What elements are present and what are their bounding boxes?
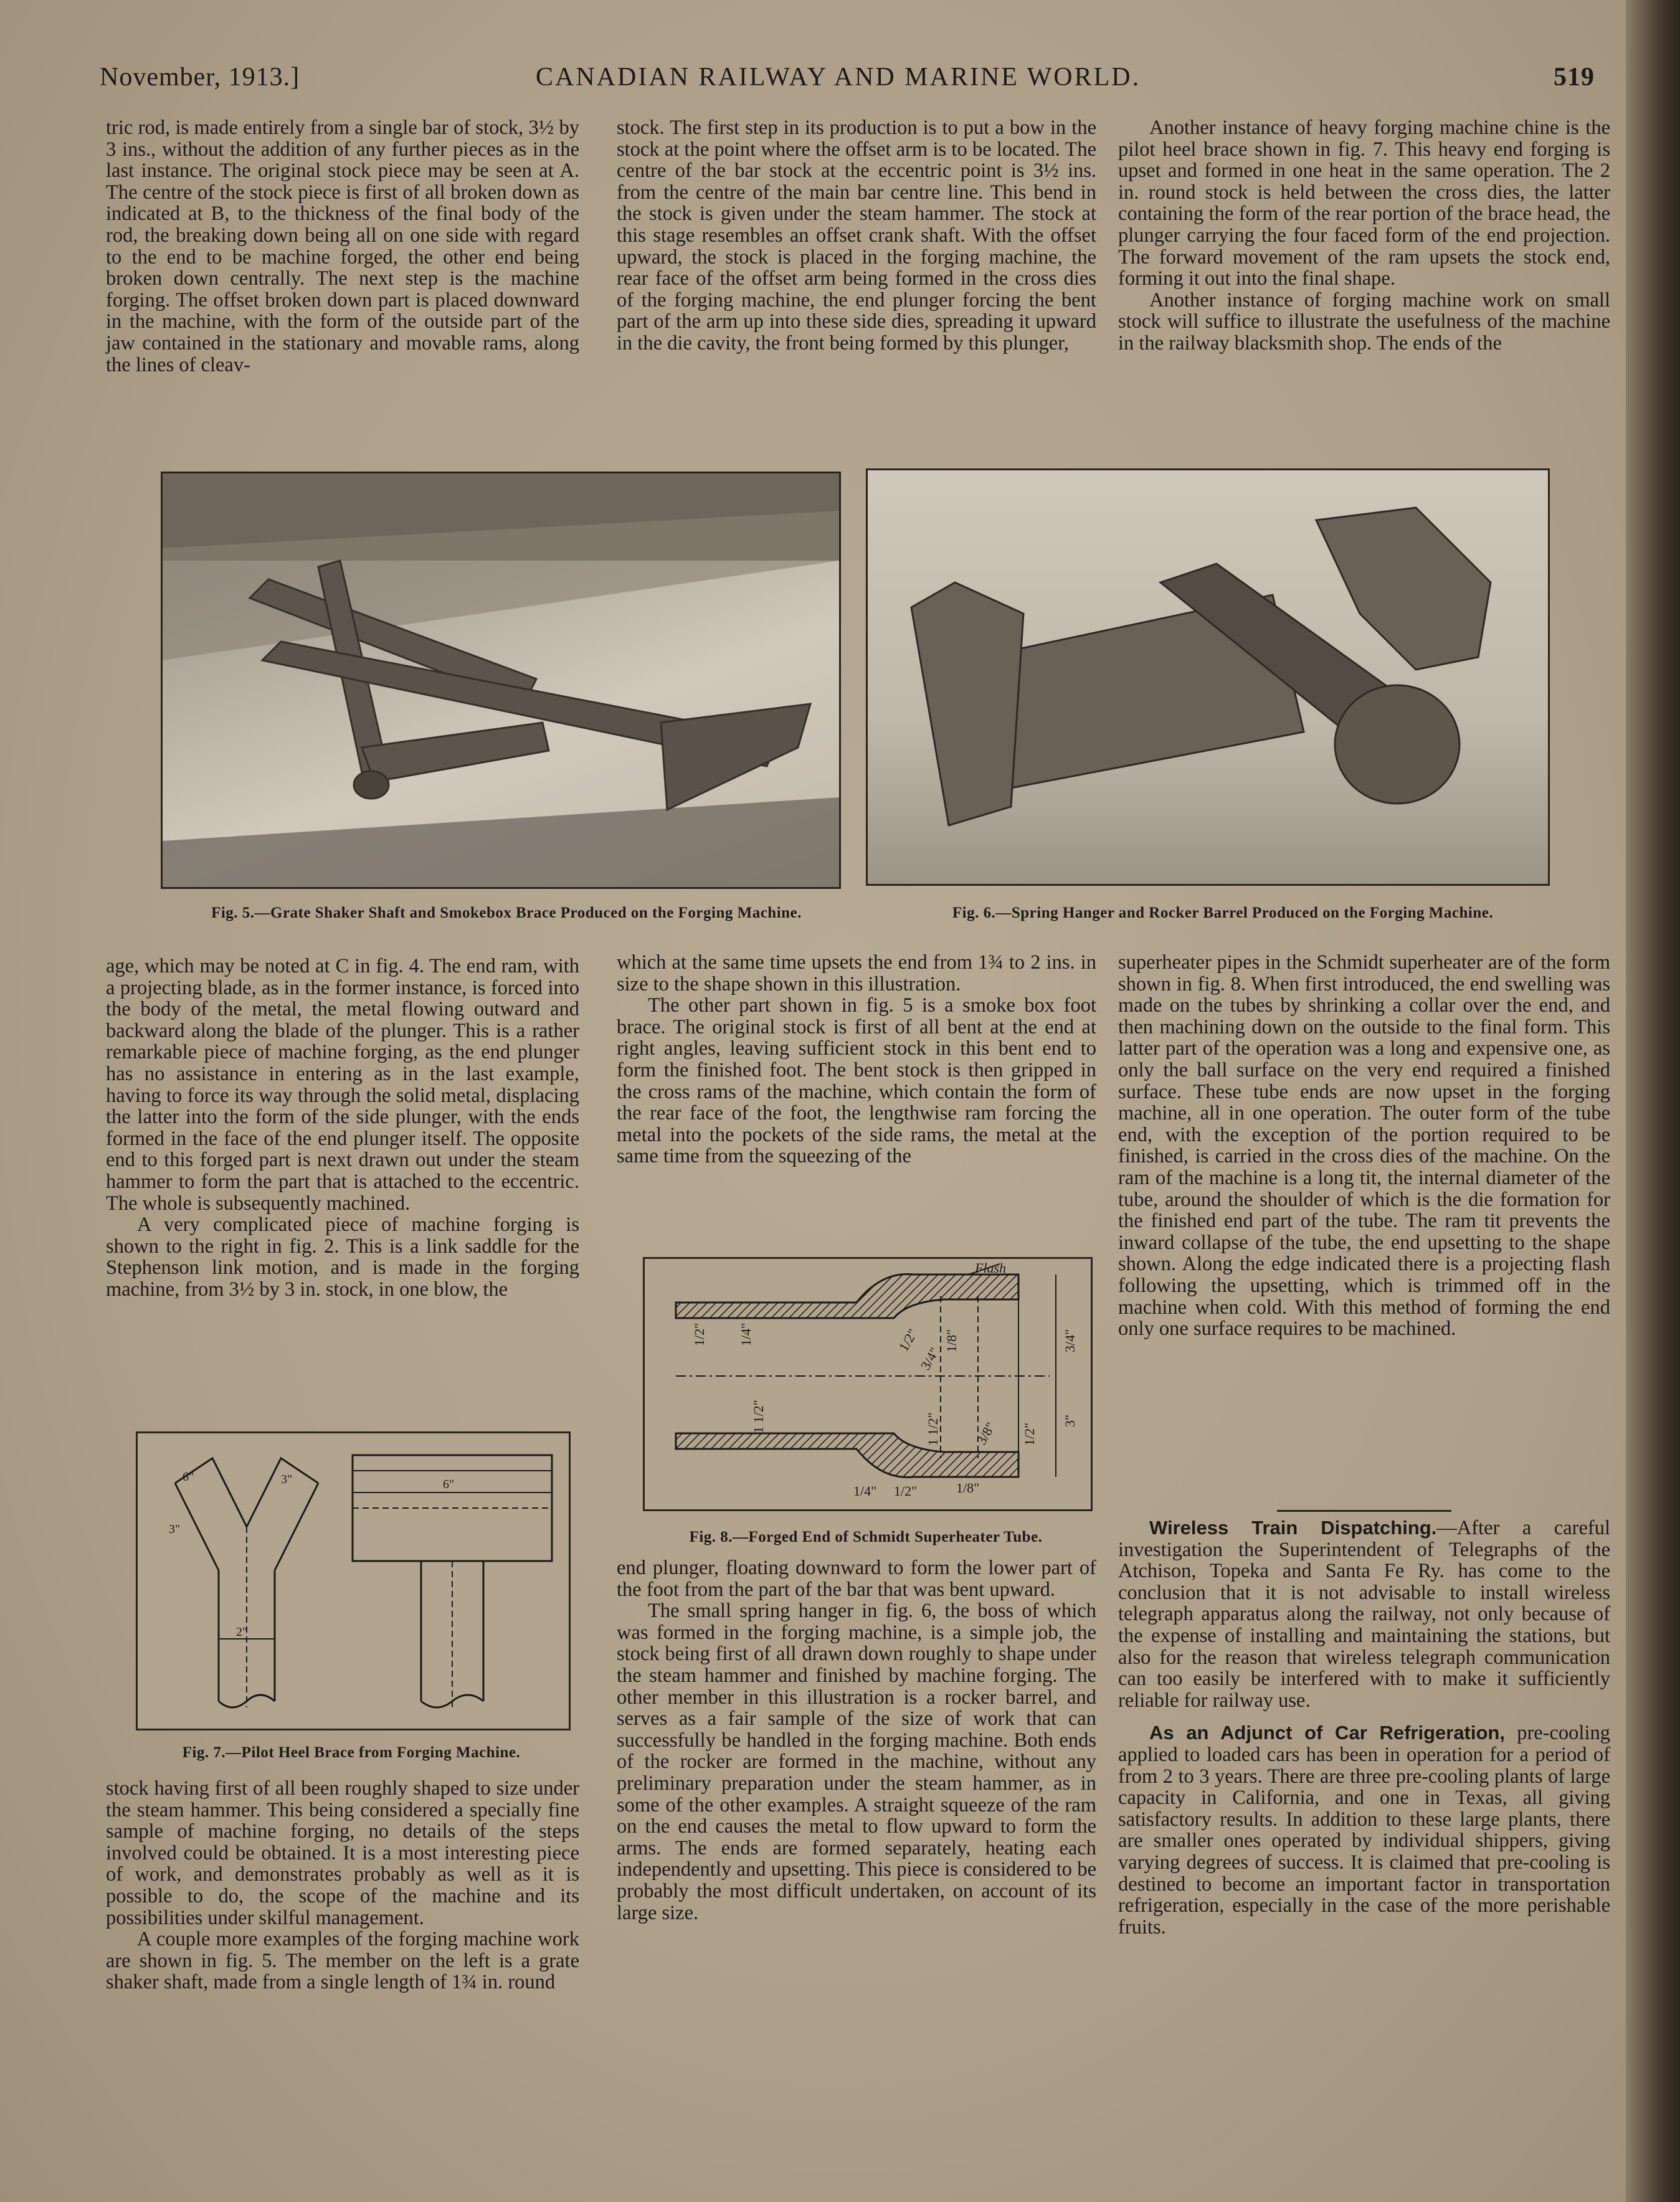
news-heading: As an Adjunct of Car Refrigeration,	[1149, 1722, 1505, 1744]
fig8-caption: Fig. 8.—Forged End of Schmidt Superheater Tube.	[689, 1529, 1043, 1545]
top-column-2	[617, 117, 1096, 453]
paragraph: age, which may be noted at C in fig. 4. The end ram, with a projecting blade, as in the former instance, is forced into the body of the metal, the metal flowing outward and backward along the blade of the plunger. This is a rather remarkable piece of machine forging, as the end plunger has no assistance in entering as in the last example, having to force its way through the solid metal, displacing the latter into the form of the side plunger, with the ends formed in the face of the end plunger itself. The opposite end to this forged part is next drawn out under the steam hammer to form the part that is attached to the eccentric. The whole is subsequently machined.	[106, 955, 579, 1215]
fig5-photograph	[161, 472, 841, 889]
running-header	[100, 62, 1595, 100]
fig8-dim: 1/2"	[894, 1483, 918, 1499]
paragraph: A couple more examples of the forging machine work are shown in fig. 5. The member on the left is a grate shaker shaft, made from a single length of 1¾ in. round	[106, 1928, 579, 1994]
paragraph: A very complicated piece of machine forging is shown to the right in fig. 2. This is a link saddle for the Stephenson link motion, and is made in the forging machine, from 3½ by 3 in. stock, in one blow, the	[106, 1213, 579, 1301]
bottom-column-3-lower	[1118, 1517, 1610, 1938]
fig7-dim: 6"	[443, 1478, 455, 1491]
paragraph: which at the same time upsets the end from 1¾ to 2 ins. in size to the shape shown in this illustration.	[617, 951, 1096, 995]
paragraph: Another instance of heavy forging machine chine is the pilot heel brace shown in fig. 7. This heavy end forging is upset and formed in one heat in the same operation. The 2 in. round stock is held between the cross dies, the latter containing the form of the rear portion of the brace head, the plunger carrying the four faced form of the end projection. The forward movement of the ram upsets the stock end, forming it out into the final shape.	[1118, 116, 1610, 290]
fig8-dim: 1 1/2"	[925, 1412, 941, 1446]
bottom-column-2-lower	[617, 1557, 1096, 1924]
fig5-forgings-image	[163, 473, 839, 887]
fig7-caption: Fig. 7.—Pilot Heel Brace from Forging Machine.	[182, 1744, 521, 1761]
fig8-dim: 1/8"	[944, 1329, 959, 1352]
fig6-forgings-image	[868, 470, 1548, 884]
news-body: —After a careful investigation the Superintendent of Telegraphs of the Atchison, Topeka and Santa Fe Ry. has come to the conclusion that it is not advisable to install wireless telegraph apparatus along the railway, not only because of the expense of installing and maintaining the stations, but also for the reason that wireless telegraph communication can too easily be interfered with to make it sufficiently reliable for railway use.	[1118, 1517, 1611, 1712]
fig5-caption: Fig. 5.—Grate Shaker Shaft and Smokebox Brace Produced on the Forging Machine.	[211, 904, 802, 921]
fig7-front-view	[353, 1455, 552, 1707]
fig8-diagram	[643, 1257, 1093, 1511]
fig8-dim: 1 1/2"	[751, 1400, 766, 1433]
bottom-column-2-upper	[617, 952, 1096, 1167]
fig8-dim: 3/4"	[917, 1344, 942, 1373]
header-page-number: 519	[1554, 63, 1595, 92]
fig8-dim: 1/4"	[853, 1483, 877, 1499]
paragraph: The other part shown in fig. 5 is a smoke box foot brace. The original stock is first of all bent at the end at right angles, leaving sufficient stock in this bent end to form the finished foot. The bent stock is then gripped in the cross rams of the machine, which contain the form of the rear face of the foot, the lengthwise ram forcing the metal into the pockets of the side rams, the metal at the same time from the squeezing of the	[617, 994, 1096, 1168]
fig8-dim: 1/2"	[895, 1326, 921, 1354]
fig7-diagram	[136, 1431, 571, 1730]
paragraph: The small spring hanger in fig. 6, the boss of which was formed in the forging machine, is a simple job, the stock being first of all drawn down roughly to shape under the steam hammer and finished by machine forging. The other member in this illustration is a rocker barrel, and serves as a fair sample of the size of work that can successfully be handled in the forging machine. Both ends of the rocker are formed in the machine, without any preliminary preparation under the steam hammer, as in some of the other examples. A straight squeeze of the ram on the end causes the metal to flow upward to form the arms. The ends are formed separately, heating each independently and upsetting. This piece is considered to be probably the most difficult undertaken, on account of its large size.	[617, 1600, 1096, 1924]
fig6-photograph	[866, 468, 1550, 886]
paragraph: end plunger, floating downward to form the lower part of the foot from the part of the bar that was bent upward.	[617, 1557, 1096, 1601]
fig7-dim: 2"	[236, 1625, 248, 1639]
bottom-column-3-upper	[1118, 952, 1610, 1340]
top-column-1	[106, 117, 579, 453]
fig6-caption: Fig. 6.—Spring Hanger and Rocker Barrel Produced on the Forging Machine.	[952, 904, 1494, 921]
page-spine-shadow	[1626, 0, 1680, 2202]
bottom-column-1-upper	[106, 956, 579, 1301]
fig8-dim: 3/8"	[973, 1419, 999, 1448]
fig7-side-view	[175, 1458, 318, 1707]
fig8-dim: 3/4"	[1062, 1329, 1078, 1352]
paragraph: stock having first of all been roughly shaped to size under the steam hammer. This being considered a specially fine sample of machine forging, no details of the steps involved could be obtained. It is a most interesting piece of work, and demonstrates probably as well as it is possible to do, the scope of the machine and its possibilities under skilful management.	[106, 1777, 579, 1929]
paragraph: Another instance of forging machine work on small stock will suffice to illustrate the usefulness of the machine in the railway blacksmith shop. The ends of the	[1118, 288, 1610, 354]
news-item-wireless	[1118, 1517, 1610, 1711]
paragraph: superheater pipes in the Schmidt superheater are of the form shown in fig. 8. When first introduced, the end swelling was made on the tubes by shrinking a collar over the end, and then machining down on the outside to the final form. This latter part of the operation was a long and expensive one, as only the ball surface on the very end required a finished surface. These tube ends are now upset in the forging machine, all in one operation. The outer form of the tube end, with the exception of the portion required to be finished, is carried in the cross dies of the machine. On the ram of the machine is a long tit, the internal diameter of the tube, around the shoulder of which is the die formation for the finished end part of the tube. The ram tit prevents the inward collapse of the tube, the end upsetting to the shape shown. Along the edge indicated there is a projecting flash following the upsetting, which is trimmed off in the machine when cold. With this method of forming the end only one surface requires to be machined.	[1118, 951, 1610, 1341]
news-body: pre-cooling applied to loaded cars has been in operation for a period of from 2 to 3 years. There are three pre-cooling plants of large capacity in California, and one in Texas, all giving satisfactory results. In addition to these large plants, there are smaller ones operated by individual shippers, giving varying degrees of success. It is claimed that pre-cooling is destined to become an important factor in transportation refrigeration, especially in the case of the more perishable fruits.	[1118, 1722, 1610, 1939]
fig7-dim: 3"	[169, 1522, 181, 1536]
fig8-flash-label: Flash	[975, 1260, 1007, 1276]
fig8-dim: 3"	[1062, 1415, 1078, 1427]
fig8-dim: 1/2"	[1022, 1422, 1037, 1446]
fig8-dim: 1/2"	[691, 1322, 707, 1346]
news-heading: Wireless Train Dispatching.	[1149, 1517, 1437, 1539]
paragraph: tric rod, is made entirely from a single bar of stock, 3½ by 3 ins., without the addition of any further pieces as in the last instance. The original stock piece may be seen at A. The centre of the stock piece is first of all broken down as indicated at B, to the thickness of the final body of the rod, the breaking down being all on one side with regard to the end to be machine forged, the other end being broken down centrally. The next step is the machine forging. The offset broken down part is placed downward in the machine, with the form of the outside part of the jaw contained in the stationary and movable rams, along the lines of cleav-	[106, 116, 579, 376]
fig7-dim: 3"	[281, 1473, 293, 1486]
top-column-3	[1118, 117, 1610, 453]
fig7-drawing	[138, 1433, 569, 1729]
header-date: November, 1913.]	[100, 63, 300, 92]
section-divider	[1277, 1510, 1451, 1512]
paragraph: stock. The first step in its production is to put a bow in the stock at the point where the offset arm is to be located. The centre of the bar stock at the eccentric point is 3½ ins. from the centre of the main bar centre line. This bend in the stock is given under the steam hammer. The stock at this stage resembles an offset crank shaft. With the offset upward, the stock is placed in the forging machine, the rear face of the offset arm being formed in the cross dies of the forging machine, the end plunger forcing the bent part of the arm up into these side dies, spreading it upward in the die cavity, the front being formed by this plunger,	[617, 116, 1096, 354]
fig8-drawing	[645, 1259, 1091, 1509]
news-item-refrigeration	[1118, 1722, 1610, 1938]
header-journal-title: CANADIAN RAILWAY AND MARINE WORLD.	[536, 63, 1141, 92]
fig8-dim: 1/8"	[956, 1480, 980, 1496]
fig8-dim: 1/4"	[738, 1322, 754, 1346]
bottom-column-1-lower	[106, 1778, 579, 1993]
fig8-tube-section	[676, 1264, 1056, 1477]
fig7-dim: 6"	[183, 1470, 194, 1484]
